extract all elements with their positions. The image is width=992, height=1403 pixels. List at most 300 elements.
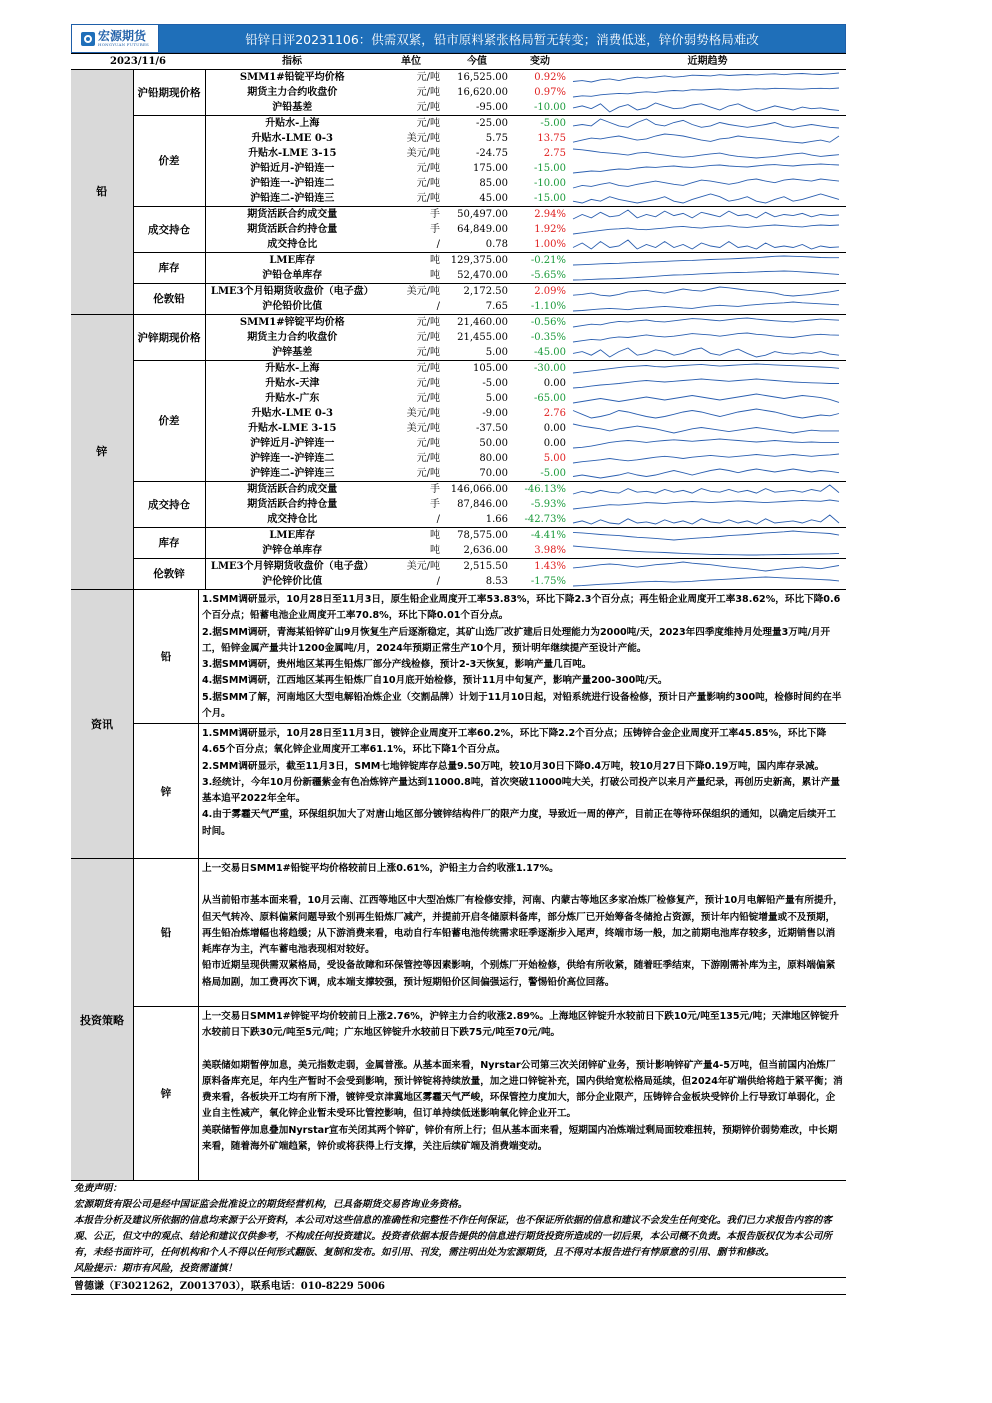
indicator-value: 2,515.50	[443, 559, 511, 575]
indicator-name: 沪锌近月-沪锌连一	[250, 437, 335, 449]
sparkline	[571, 300, 841, 313]
sparkline-path	[573, 240, 839, 249]
indicator-change: -0.56%	[511, 315, 569, 331]
trend-cell	[569, 176, 846, 191]
sparkline-path	[573, 302, 839, 311]
sparkline	[571, 452, 841, 465]
col-indicator: 指标	[205, 54, 379, 70]
table-row	[71, 315, 846, 331]
col-unit: 单位	[379, 54, 443, 70]
indicator-value: 64,849.00	[457, 223, 509, 235]
sparkline	[571, 498, 841, 511]
indicator-change: 1.92%	[534, 223, 567, 235]
trend-cell	[569, 406, 846, 421]
sparkline	[571, 71, 841, 84]
col-change: 变动	[511, 54, 569, 70]
trend-cell	[569, 345, 846, 361]
group-label: 价差	[133, 361, 205, 482]
sparkline-path	[573, 318, 839, 327]
indicator-change: 1.43%	[511, 559, 569, 575]
table-row	[71, 70, 846, 86]
trend-cell	[569, 237, 846, 253]
indicator-unit: 元/吨	[416, 86, 441, 98]
indicator-change: -5.65%	[530, 269, 567, 281]
logo-icon	[81, 32, 95, 46]
info-lead-item: 1.SMM调研显示，10月28日至11月3日，原生铅企业周度开工率53.83%，环比下降2.3个百分点；再生铅企业周度开工率38.62%，环比下降0.6个百分点；铅蓄电池企业周度开工率70.8%，环比下降0.01个百分点。	[202, 594, 841, 622]
indicator-change: -45.00	[534, 346, 567, 358]
indicator-change: -10.00	[534, 101, 567, 113]
sparkline	[571, 86, 841, 99]
indicator-change: -30.00	[511, 361, 569, 377]
trend-cell	[569, 436, 846, 451]
trend-cell	[569, 466, 846, 482]
indicator-name: 沪铅基差	[272, 101, 313, 113]
indicator-value: -25.00	[443, 116, 511, 132]
sparkline	[571, 269, 841, 282]
indicator-value: 78,575.00	[443, 528, 511, 544]
col-trend: 近期趋势	[569, 54, 846, 70]
indicator-unit: /	[436, 575, 441, 587]
sparkline	[571, 285, 841, 298]
indicator-name: 升贴水-广东	[265, 392, 320, 404]
info-lead-block	[134, 590, 846, 724]
sparkline	[571, 331, 841, 344]
indicator-name: 升贴水-LME 3-15	[248, 147, 337, 159]
disclaimer-p1: 宏源期货有限公司是经中国证监会批准设立的期货经营机构，已具备期货交易咨询业务资格。	[74, 1199, 468, 1210]
sparkline-path	[573, 424, 839, 433]
data-table	[71, 53, 846, 589]
sparkline-path	[573, 485, 839, 494]
indicator-name: LME库存	[205, 528, 379, 544]
indicator-value: 50,497.00	[443, 207, 511, 223]
indicator-unit: /	[436, 513, 441, 525]
indicator-name: SMM1#铅锭平均价格	[205, 70, 379, 86]
sparkline-path	[573, 409, 839, 418]
indicator-name: 成交持仓比	[267, 513, 318, 525]
indicator-unit: 美元/吨	[406, 407, 441, 419]
indicator-unit: 元/吨	[379, 70, 443, 86]
indicator-unit: 元/吨	[416, 177, 441, 189]
table-row	[71, 116, 846, 132]
table-row	[71, 482, 846, 498]
strategy-lead-block	[134, 859, 846, 1007]
sparkline	[571, 362, 841, 375]
sparkline	[571, 483, 841, 496]
indicator-change: 2.75	[543, 147, 567, 159]
sparkline-path	[573, 194, 839, 203]
sparkline-path	[573, 103, 839, 112]
indicator-unit: 手	[430, 498, 441, 510]
logo-subtext: HONGYUAN FUTURES	[98, 42, 149, 47]
indicator-change: -1.75%	[530, 575, 567, 587]
strategy-zinc-text	[199, 1007, 846, 1180]
indicator-unit: 元/吨	[416, 162, 441, 174]
logo-text: 宏源期货	[98, 29, 147, 43]
trend-cell	[569, 70, 846, 86]
sparkline	[571, 437, 841, 450]
trend-cell	[569, 207, 846, 223]
indicator-change: 2.76	[543, 407, 567, 419]
indicator-name: SMM1#锌锭平均价格	[205, 315, 379, 331]
indicator-unit: 元/吨	[416, 392, 441, 404]
sparkline	[571, 238, 841, 251]
contact-line: 曾德谦（F3021262，Z0013703），联系电话：010-8229 5006	[71, 1277, 846, 1295]
strategy-lead-text	[199, 859, 846, 1006]
sparkline-path	[573, 119, 839, 128]
indicator-name: 升贴水-LME 0-3	[251, 132, 333, 144]
trend-cell	[569, 497, 846, 512]
info-lead-item: 4.据SMM调研，江西地区某再生铅炼厂自10月底开始检修，预计11月中旬复产，影响产量200-300吨/天。	[202, 675, 668, 687]
sparkline-path	[573, 210, 839, 219]
indicator-value: 8.53	[485, 575, 509, 587]
indicator-name: LME3个月铅期货收盘价（电子盘）	[205, 284, 379, 300]
trend-cell	[569, 559, 846, 575]
indicator-name: 沪锌连一-沪锌连二	[250, 452, 335, 464]
indicator-unit: 元/吨	[416, 331, 441, 343]
report-header	[71, 24, 846, 53]
indicator-change: 0.92%	[511, 70, 569, 86]
indicator-name: 沪铅仓单库存	[262, 269, 323, 281]
indicator-name: 沪铅近月-沪铅连一	[250, 162, 335, 174]
strategy-section	[71, 858, 846, 1180]
indicator-name: 成交持仓比	[267, 238, 318, 250]
indicator-unit: 元/吨	[416, 346, 441, 358]
group-label: 库存	[133, 253, 205, 284]
indicator-change: 0.00	[543, 437, 567, 449]
indicator-value: 21,460.00	[443, 315, 511, 331]
trend-cell	[569, 116, 846, 132]
sparkline	[571, 117, 841, 130]
info-zinc-item: 4.由于雾霾天气严重，环保组织加大了对唐山地区部分镀锌结构件厂的限产力度，导致近一周的停产，目前正在等待环保组织的通知，以确定后续开工时间。	[202, 809, 836, 837]
trend-cell	[569, 543, 846, 559]
trend-cell	[569, 284, 846, 300]
indicator-unit: 元/吨	[416, 192, 441, 204]
group-label: 沪锌期现价格	[133, 315, 205, 361]
indicator-value: 16,620.00	[457, 86, 509, 98]
indicator-name: 沪锌基差	[272, 346, 313, 358]
indicator-name: 升贴水-上海	[205, 361, 379, 377]
trend-cell	[569, 376, 846, 391]
indicator-value: 175.00	[473, 162, 509, 174]
info-lead-text	[199, 590, 846, 723]
sparkline-path	[573, 333, 839, 342]
indicator-change: 2.09%	[511, 284, 569, 300]
indicator-name: 升贴水-天津	[265, 377, 320, 389]
info-zinc-item: 2.SMM调研显示，截至11月3日，SMM七地锌锭库存总量9.50万吨，较10月30日下降0.4万吨，较10月27日下降0.19万吨，国内库存录减。	[202, 760, 825, 772]
indicator-value: 85.00	[479, 177, 509, 189]
indicator-name: 升贴水-LME 0-3	[251, 407, 333, 419]
info-zinc-text	[199, 724, 846, 858]
sparkline-path	[573, 454, 839, 463]
indicator-name: 沪锌仓单库存	[262, 544, 323, 556]
disclaimer-title: 免责声明：	[74, 1183, 122, 1194]
indicator-value: 70.00	[479, 467, 509, 479]
trend-cell	[569, 315, 846, 331]
indicator-name: LME库存	[205, 253, 379, 269]
info-lead-label: 铅	[134, 590, 199, 723]
sparkline	[571, 377, 841, 390]
metal-category: 铅	[71, 70, 133, 315]
indicator-value: 16,525.00	[443, 70, 511, 86]
indicator-value: -37.50	[476, 422, 509, 434]
indicator-name: 期货主力合约收盘价	[247, 86, 338, 98]
sparkline-path	[573, 394, 839, 403]
disclaimer-p2: 本报告分析及建议所依据的信息均来源于公开资料，本公司对这些信息的准确性和完整性不作任何保证，也不保证所依据的信息和建议不会发生任何变化。我们已力求报告内容的客观、公正，但文中的观点、结论和建议仅供参考，不构成任何投资建议。投资者依据本报告提供的信息进行期货投资所造成的一切后果，本公司概不负责。本报告版权仅为本公司所有，未经书面许可，任何机构和个人不得以任何形式翻版、复制和发布。如引用、刊发，需注明出处为宏源期货，且不得对本报告进行有悖原意的引用、删节和修改。	[74, 1215, 832, 1258]
indicator-value: 2,172.50	[443, 284, 511, 300]
indicator-value: -9.00	[482, 407, 509, 419]
trend-cell	[569, 512, 846, 528]
indicator-change: 0.97%	[534, 86, 567, 98]
indicator-value: 80.00	[479, 452, 509, 464]
sparkline-path	[573, 439, 839, 448]
sparkline-path	[573, 149, 839, 158]
info-lead-item: 3.据SMM调研，贵州地区某再生铅炼厂部分产线检修，预计2-3天恢复，影响产量几百吨。	[202, 659, 592, 671]
strategy-zinc-item: 上一交易日SMM1#锌锭平均价较前日上涨2.76%，沪锌主力合约收涨2.89%。上海地区锌锭升水较前日下跌10元/吨至135元/吨；天津地区锌锭升水较前日下跌30元/吨至5元/吨；广东地区锌锭升水较前日下跌75元/吨至70元/吨。	[202, 1011, 839, 1039]
indicator-name: 沪铅连二-沪铅连三	[250, 192, 335, 204]
indicator-unit: 美元/吨	[379, 559, 443, 575]
sparkline-path	[573, 500, 839, 509]
trend-cell	[569, 361, 846, 377]
sparkline-path	[573, 348, 839, 357]
indicator-unit: 美元/吨	[406, 147, 441, 159]
indicator-change: -15.00	[534, 192, 567, 204]
indicator-change: -5.93%	[530, 498, 567, 510]
indicator-name: 期货活跃合约成交量	[205, 207, 379, 223]
info-lead-item: 5.据SMM了解，河南地区大型电解铅冶炼企业（交割品牌）计划于11月10日起，对铅系统进行设备检修，预计日产量影响约300吨，检修时间约在半个月。	[202, 691, 842, 720]
trend-cell	[569, 451, 846, 466]
indicator-value: 5.75	[485, 132, 509, 144]
strategy-lead-label: 铅	[134, 859, 199, 1006]
table-row	[71, 207, 846, 223]
sparkline	[571, 346, 841, 359]
sparkline-path	[573, 88, 839, 97]
table-row	[71, 253, 846, 269]
sparkline-path	[573, 531, 839, 540]
sparkline-path	[573, 271, 839, 280]
strategy-zinc-item: 美联储暂停加息叠加Nyrstar宣布关闭其两个锌矿，锌价有所上行；但从基本面来看，短期国内冶炼端过剩局面较难扭转，预期锌价弱势难改，中长期来看，随着海外矿端趋紧，锌价或将获得上行支撑，关注后续矿端及消费端变动。	[202, 1124, 838, 1153]
indicator-value: 7.65	[485, 300, 509, 312]
indicator-unit: 吨	[379, 528, 443, 544]
indicator-value: 0.78	[485, 238, 509, 250]
indicator-change: 13.75	[537, 132, 567, 144]
indicator-value: 105.00	[443, 361, 511, 377]
trend-cell	[569, 161, 846, 176]
company-logo	[72, 25, 159, 52]
sparkline	[571, 316, 841, 329]
report-date: 2023/11/6	[71, 54, 205, 70]
strategy-lead-item: 上一交易日SMM1#铅锭平均价格较前日上涨0.61%，沪铅主力合约收涨1.17%。	[202, 863, 559, 874]
table-row	[71, 528, 846, 544]
group-label: 库存	[133, 528, 205, 559]
indicator-change: 2.94%	[511, 207, 569, 223]
indicator-value: 52,470.00	[457, 269, 509, 281]
indicator-name: 期货活跃合约持仓量	[247, 498, 338, 510]
group-label: 沪铅期现价格	[133, 70, 205, 116]
sparkline	[571, 422, 841, 435]
group-label: 成交持仓	[133, 482, 205, 528]
indicator-value: 5.00	[485, 392, 509, 404]
indicator-name: 升贴水-上海	[205, 116, 379, 132]
trend-cell	[569, 574, 846, 589]
trend-cell	[569, 191, 846, 207]
disclaimer	[71, 1180, 846, 1277]
indicator-value: -24.75	[476, 147, 509, 159]
trend-cell	[569, 482, 846, 498]
indicator-change: -1.10%	[530, 300, 567, 312]
sparkline-path	[573, 379, 839, 388]
sparkline	[571, 223, 841, 236]
info-label: 资讯	[71, 590, 134, 858]
indicator-change: -42.73%	[524, 513, 567, 525]
sparkline-path	[573, 515, 839, 524]
indicator-unit: 吨	[430, 544, 441, 556]
trend-cell	[569, 391, 846, 406]
group-label: 成交持仓	[133, 207, 205, 253]
sparkline	[571, 407, 841, 420]
sparkline-path	[573, 364, 839, 373]
indicator-unit: 美元/吨	[379, 284, 443, 300]
indicator-unit: 元/吨	[416, 452, 441, 464]
group-label: 价差	[133, 116, 205, 207]
trend-cell	[569, 421, 846, 436]
sparkline-path	[573, 256, 839, 265]
indicator-name: 期货活跃合约成交量	[205, 482, 379, 498]
sparkline	[571, 177, 841, 190]
sparkline-path	[573, 287, 839, 296]
indicator-unit: 元/吨	[416, 437, 441, 449]
info-zinc-block	[134, 724, 846, 858]
table-row	[71, 284, 846, 300]
sparkline	[571, 575, 841, 588]
indicator-unit: 美元/吨	[406, 132, 441, 144]
sparkline-path	[573, 73, 839, 82]
indicator-change: -15.00	[534, 162, 567, 174]
indicator-unit: 元/吨	[379, 315, 443, 331]
indicator-name: LME3个月锌期货收盘价（电子盘）	[205, 559, 379, 575]
sparkline	[571, 147, 841, 160]
sparkline-path	[573, 562, 839, 571]
indicator-unit: 元/吨	[416, 467, 441, 479]
metal-category: 锌	[71, 315, 133, 590]
report	[71, 24, 846, 1295]
trend-cell	[569, 528, 846, 544]
indicator-unit: 手	[430, 223, 441, 235]
strategy-zinc-label: 锌	[134, 1007, 199, 1180]
info-lead-item: 2.据SMM调研，青海某铅锌矿山9月恢复生产后逐渐稳定，其矿山选厂改扩建后日处理能力为2000吨/天，2023年四季度维持月处理量3万吨/月开工，铅锌金属产量共计1200金属吨/月，2024年预期正常生产10个月，预计明年继续提产至设计产能。	[202, 626, 831, 654]
indicator-name: 沪铅连一-沪铅连二	[250, 177, 335, 189]
sparkline-path	[573, 164, 839, 173]
trend-cell	[569, 131, 846, 146]
trend-cell	[569, 299, 846, 315]
indicator-unit: 元/吨	[379, 361, 443, 377]
indicator-value: 50.00	[479, 437, 509, 449]
indicator-change: -5.00	[540, 467, 567, 479]
report-title: 铅锌日评20231106：供需双紧，铅市原料紧张格局暂无转变；消费低迷，锌价弱势格局难改	[245, 31, 759, 47]
trend-cell	[569, 268, 846, 284]
indicator-value: 2,636.00	[463, 544, 509, 556]
indicator-change: -65.00	[534, 392, 567, 404]
sparkline	[571, 101, 841, 114]
table-row	[71, 559, 846, 575]
sparkline	[571, 529, 841, 542]
trend-cell	[569, 100, 846, 116]
indicator-unit: 手	[379, 482, 443, 498]
indicator-change: -4.41%	[511, 528, 569, 544]
trend-cell	[569, 146, 846, 161]
indicator-value: -5.00	[482, 377, 509, 389]
group-label: 伦敦锌	[133, 559, 205, 590]
indicator-value: -95.00	[476, 101, 509, 113]
trend-cell	[569, 330, 846, 345]
sparkline	[571, 467, 841, 480]
trend-cell	[569, 253, 846, 269]
indicator-value: 87,846.00	[457, 498, 509, 510]
indicator-unit: 吨	[430, 269, 441, 281]
info-zinc-item: 3.经统计，今年10月份新疆紫金有色冶炼锌产量达到11000.8吨，首次突破11000吨大关，打破公司投产以来月产量纪录，再创历史新高，累计产量基本追平2022年全年。	[202, 776, 840, 805]
sparkline	[571, 392, 841, 405]
sparkline-path	[573, 179, 839, 188]
indicator-unit: /	[436, 238, 441, 250]
indicator-unit: 美元/吨	[406, 422, 441, 434]
sparkline	[571, 208, 841, 221]
indicator-name: 期货活跃合约持仓量	[247, 223, 338, 235]
indicator-change: 0.00	[543, 377, 567, 389]
indicator-value: 1.66	[485, 513, 509, 525]
indicator-value: 45.00	[479, 192, 509, 204]
indicator-value: 129,375.00	[443, 253, 511, 269]
strategy-label: 投资策略	[71, 859, 134, 1180]
indicator-name: 期货主力合约收盘价	[247, 331, 338, 343]
indicator-change: 1.00%	[534, 238, 567, 250]
sparkline-path	[573, 225, 839, 234]
strategy-lead-item: 铅市近期呈现供需双紧格局，受设备故障和环保管控等因素影响，个别炼厂开始检修，供给有所收紧，随着旺季结束，下游刚需补库为主，原料端偏紧格局加剧，加工费再次下调，成本端支撑较强，预计短期铅价区间偏强运行，警惕铅价高位回落。	[202, 960, 836, 988]
indicator-name: 沪锌连二-沪锌连三	[250, 467, 335, 479]
indicator-change: 0.00	[543, 422, 567, 434]
indicator-unit: 手	[379, 207, 443, 223]
sparkline-path	[573, 134, 839, 143]
indicator-value: 5.00	[485, 346, 509, 358]
table-body	[71, 70, 846, 590]
col-value: 今值	[443, 54, 511, 70]
sparkline	[571, 192, 841, 205]
indicator-value: 21,455.00	[457, 331, 509, 343]
risk-warning: 风险提示：期市有风险，投资需谨慎！	[74, 1263, 238, 1274]
sparkline-path	[573, 577, 839, 586]
table-row	[71, 361, 846, 377]
sparkline	[571, 544, 841, 557]
indicator-name: 升贴水-LME 3-15	[248, 422, 337, 434]
trend-cell	[569, 85, 846, 100]
indicator-change: -0.21%	[511, 253, 569, 269]
sparkline	[571, 254, 841, 267]
info-zinc-item: 1.SMM调研显示，10月28日至11月3日，镀锌企业周度开工率60.2%，环比下降2.2个百分点；压铸锌合金企业周度开工率45.85%，环比下降4.65个百分点；氧化锌企业周度开工率61.1%，环比下降1个百分点。	[202, 728, 827, 756]
column-header-row	[71, 54, 846, 70]
trend-cell	[569, 222, 846, 237]
group-label: 伦敦铅	[133, 284, 205, 315]
strategy-lead-item: 从当前铅市基本面来看，10月云南、江西等地区中大型冶炼厂有检修安排，河南、内蒙古等地区多家冶炼厂检修复产，预计10月电解铅产量有所提升，但天气转冷、原料偏紧问题导致个别再生铅炼厂减产，并提前开启冬储原料备库，部分炼厂已开始筹备冬储抢占资源，预计年内铅锭增量或不及预期，再生铅冶炼增幅也将趋缓；从下游消费来看，电动自行车铅蓄电池传统需求旺季逐渐步入尾声，终端市场一般，加之前期电池库存较多，近期销售以消耗库存为主，汽车蓄电池表现相对较好。	[202, 895, 843, 956]
indicator-change: -46.13%	[511, 482, 569, 498]
indicator-unit: 元/吨	[416, 377, 441, 389]
indicator-change: -5.00	[511, 116, 569, 132]
indicator-name: 沪伦铅价比值	[262, 300, 323, 312]
strategy-zinc-item: 美联储如期暂停加息，美元指数走弱，金属普涨。从基本面来看，Nyrstar公司第三次关闭锌矿业务，预计影响锌矿产量4-5万吨，但当前国内冶炼厂原料备库充足，年内生产暂时不会受到影响，预计锌锭将持续放量，加之进口锌锭补充，国内供给宽松格局延续，但2024年矿端供给将趋于紧平衡；消费来看，各板块开工均有所下滑，镀锌受京津冀地区雾霾天气严峻，环保管控力度加大，部分企业限产，压铸锌合金板块受锌价上行导致订单弱化，企业自主性减产，氧化锌企业暂未受环比管控影响，但订单持续低迷影响氧化锌企业开工。	[202, 1059, 843, 1120]
indicator-change: -10.00	[534, 177, 567, 189]
strategy-zinc-block	[134, 1007, 846, 1180]
indicator-name: 沪伦锌价比值	[262, 575, 323, 587]
indicator-unit: 元/吨	[416, 101, 441, 113]
indicator-change: 3.98%	[534, 544, 567, 556]
indicator-unit: 吨	[379, 253, 443, 269]
